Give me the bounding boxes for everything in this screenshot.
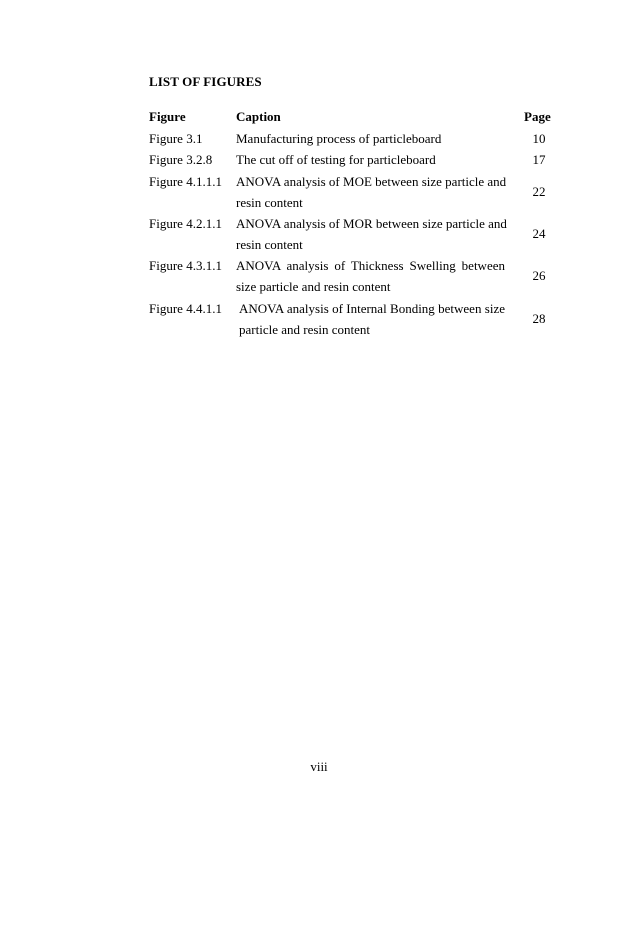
figure-page-number: 26 xyxy=(532,268,546,283)
figure-caption xyxy=(236,213,505,255)
column-header-caption: Caption xyxy=(236,109,281,124)
caption-line: resin content xyxy=(236,237,303,252)
figure-caption xyxy=(239,298,505,340)
figure-page-number: 24 xyxy=(532,226,546,241)
caption-line: size particle and resin content xyxy=(236,279,391,294)
figure-caption xyxy=(236,255,505,297)
column-header-figure: Figure xyxy=(149,109,186,124)
figure-number: Figure 4.4.1.1 xyxy=(149,301,222,316)
figure-page-number: 22 xyxy=(532,184,546,199)
caption-line: ANOVA analysis of MOR between size particle and xyxy=(236,216,507,231)
figure-page-number: 17 xyxy=(532,152,546,167)
column-header-page: Page xyxy=(524,109,551,124)
figure-number: Figure 4.1.1.1 xyxy=(149,174,222,189)
caption-line: resin content xyxy=(236,195,303,210)
figure-number: Figure 4.2.1.1 xyxy=(149,216,222,231)
figure-page-number: 10 xyxy=(532,131,546,146)
figure-caption xyxy=(236,171,505,213)
caption-line: Manufacturing process of particleboard xyxy=(236,131,442,146)
figure-number: Figure 4.3.1.1 xyxy=(149,258,222,273)
figure-number: Figure 3.2.8 xyxy=(149,152,213,167)
figure-caption xyxy=(236,149,505,170)
caption-line: The cut off of testing for particleboard xyxy=(236,152,436,167)
caption-line: ANOVA analysis of MOE between size particle and xyxy=(236,174,507,189)
caption-line: particle and resin content xyxy=(239,322,371,337)
figure-caption xyxy=(236,128,505,149)
figure-page-number: 28 xyxy=(532,311,546,326)
figure-number: Figure 3.1 xyxy=(149,131,203,146)
page-number-footer: viii xyxy=(310,759,328,774)
caption-line: ANOVA analysis of Thickness Swelling between xyxy=(236,258,505,273)
page-title: LIST OF FIGURES xyxy=(149,74,262,89)
caption-line: ANOVA analysis of Internal Bonding between size xyxy=(239,301,505,316)
